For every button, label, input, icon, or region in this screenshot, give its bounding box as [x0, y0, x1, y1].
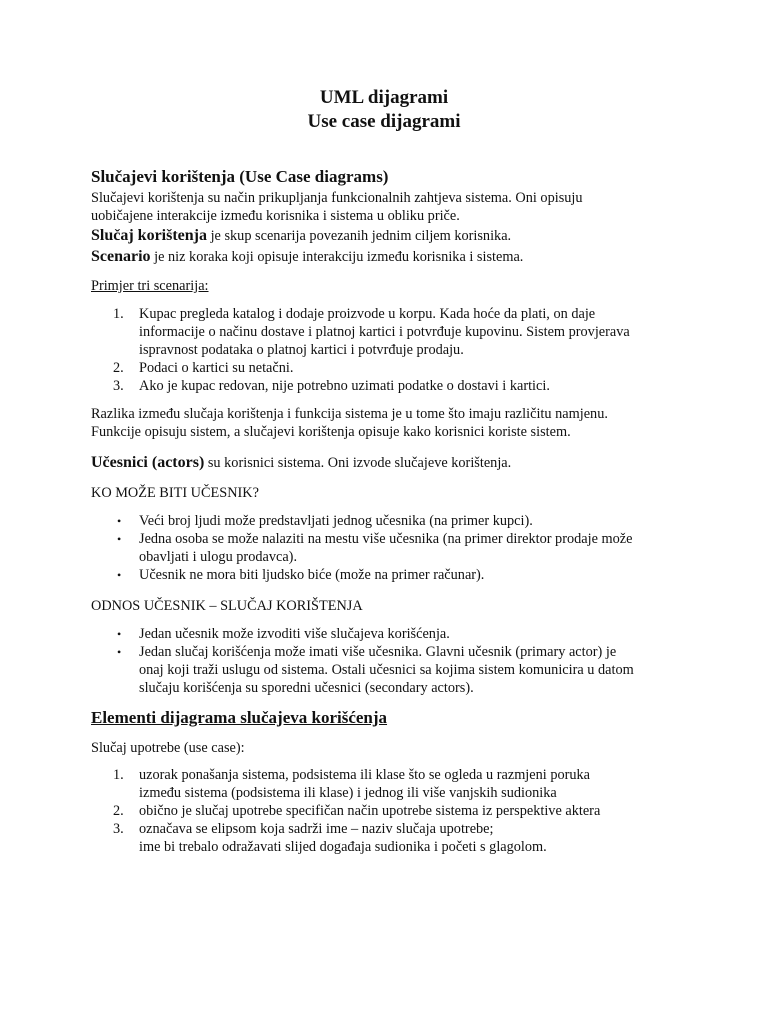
intro-paragraph [91, 189, 691, 225]
actor-bullet-list [91, 512, 691, 584]
text-line: Veći broj ljudi može predstavljati jednog učesnika (na primer kupci). [139, 513, 533, 529]
text-line: Jedan slučaj korišćenja može imati više učesnika. Glavni učesnik (primary actor) je [139, 644, 617, 660]
who-can-be-actor-label: KO MOŽE BITI UČESNIK? [91, 485, 259, 501]
text-line: informacije o načinu dostave i platnoj kartici i potvrđuje kupovinu. Sistem provjerava [139, 324, 630, 340]
scenario-list [91, 305, 691, 395]
example-label: Primjer tri scenarija: [91, 278, 209, 294]
list-number: 1. [113, 306, 124, 322]
bullet-icon: • [117, 568, 122, 582]
list-item [91, 305, 691, 359]
list-item [91, 530, 691, 566]
term-use-case: Slučaj korištenja [91, 227, 207, 244]
document-title: UML dijagrami [319, 87, 449, 108]
list-item [91, 820, 691, 856]
use-case-list [91, 766, 691, 856]
bullet-icon: • [117, 627, 122, 641]
text-line: između sistema (podsistema ili klase) i jednog ili više vanjskih sudionika [139, 785, 557, 801]
list-number: 2. [113, 803, 124, 819]
list-item [91, 377, 691, 395]
text-line: Podaci o kartici su netačni. [139, 360, 294, 376]
section-heading-elements: Elementi dijagrama slučajeva korišćenja [91, 708, 388, 727]
list-item [91, 643, 691, 697]
text-line: obično je slučaj upotrebe specifičan način upotrebe sistema iz perspektive aktera [139, 803, 601, 819]
text-line: Slučajevi korištenja su način prikupljanja funkcionalnih zahtjeva sistema. Oni opisuju [91, 190, 583, 206]
list-number: 2. [113, 360, 124, 376]
section-heading-use-case: Slučajevi korištenja (Use Case diagrams) [91, 167, 389, 186]
text-line: onaj koji traži uslugu od sistema. Ostali učesnici sa kojima sistem komunicira u datom [139, 662, 634, 678]
definition-scenario [91, 248, 691, 266]
text-line: Ako je kupac redovan, nije potrebno uzimati podatke o dostavi i kartici. [139, 378, 550, 394]
list-item [91, 625, 691, 643]
text-line: slučaju korišćenja su sporedni učesnici (secondary actors). [139, 680, 474, 696]
relation-label: ODNOS UČESNIK – SLUČAJ KORIŠTENJA [91, 598, 363, 614]
text-line: obavljati i ulogu prodavca). [139, 549, 298, 565]
bullet-icon: • [117, 532, 122, 546]
term-actors: Učesnici (actors) [91, 454, 205, 471]
relation-bullet-list [91, 625, 691, 697]
document-subtitle: Use case dijagrami [307, 111, 461, 132]
text-line: ime bi trebalo odražavati slijed događaja sudionika i početi s glagolom. [139, 839, 547, 855]
text-line: ispravnost podataka o platnoj kartici i potvrđuje prodaju. [139, 342, 464, 358]
text-line: Razlika između slučaja korištenja i funkcija sistema je u tome što imaju različitu namjenu. [91, 406, 608, 422]
list-item [91, 766, 691, 802]
text-line: Jedan učesnik može izvoditi više slučajeva korišćenja. [139, 626, 450, 642]
list-item [91, 359, 691, 377]
text-line: uzorak ponašanja sistema, podsistema ili klase što se ogleda u razmjeni poruka [139, 767, 591, 783]
use-case-intro: Slučaj upotrebe (use case): [91, 740, 245, 756]
text-line: Kupac pregleda katalog i dodaje proizvode u korpu. Kada hoće da plati, on daje [139, 306, 596, 322]
difference-paragraph [91, 405, 691, 441]
list-number: 1. [113, 767, 124, 783]
definition-use-case [91, 227, 691, 245]
list-item [91, 512, 691, 530]
list-number: 3. [113, 821, 124, 837]
list-item [91, 802, 691, 820]
text-line: Učesnik ne mora biti ljudsko biće (može na primer računar). [139, 567, 485, 583]
text-line: Jedna osoba se može nalaziti na mestu više učesnika (na primer direktor prodaje može [139, 531, 633, 547]
list-number: 3. [113, 378, 124, 394]
term-scenario: Scenario [91, 248, 151, 265]
text-line: Funkcije opisuju sistem, a slučajevi korištenja opisuje kako korisnici koriste sistem. [91, 424, 571, 440]
text-line: označava se elipsom koja sadrži ime – naziv slučaja upotrebe; [139, 821, 494, 837]
bullet-icon: • [117, 645, 122, 659]
definition-actors [91, 454, 691, 472]
list-item [91, 566, 691, 584]
definition-text: je niz koraka koji opisuje interakciju između korisnika i sistema. [150, 249, 524, 265]
bullet-icon: • [117, 514, 122, 528]
definition-text: su korisnici sistema. Oni izvode slučajeve korištenja. [204, 455, 512, 471]
text-line: uobičajene interakcije između korisnika i sistema u obliku priče. [91, 208, 460, 224]
definition-text: je skup scenarija povezanih jednim ciljem korisnika. [207, 228, 512, 244]
